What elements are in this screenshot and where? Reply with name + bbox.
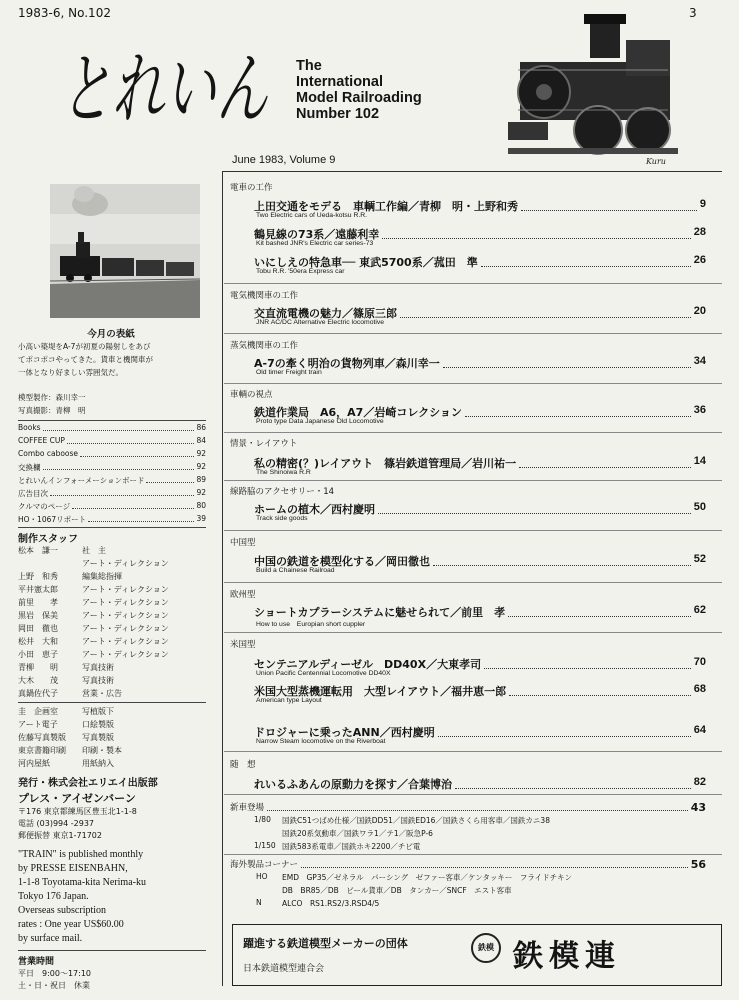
section-heading: 電車の工作	[230, 183, 273, 193]
overseas-product-line: EMD GP35／ゼネラル パーシング ゼファー客車／ケンタッキー フライドチキン	[282, 873, 573, 882]
article-title: 上田交通をモデる 車輌工作編／青柳 明・上野和秀 9	[254, 198, 706, 213]
colophon-line: rates : One year US$60.00	[18, 919, 124, 930]
article-subtitle: Kit bashed JNR's Electric car series-73	[256, 240, 374, 247]
article-subtitle: Proto type Data Japanese Old Locomotive	[256, 418, 384, 425]
postal-transfer-line: 郵便振替 東京1-71702	[18, 831, 102, 840]
hours-title: 営業時間	[18, 957, 55, 967]
article-subtitle: Build a Chainese Railroad	[256, 567, 335, 574]
cover-photo	[50, 184, 200, 318]
article-title: 米国大型蒸機運転用 大型レイアウト／福井恵一郎 68	[254, 683, 706, 698]
article-title: ホームの植木／西村慶明 50	[254, 501, 706, 516]
index-row: とれいんインフォーメーションボード 89	[18, 475, 206, 485]
article-title: 交直流電機の魅力／篠原三郎 20	[254, 305, 706, 320]
masthead	[296, 58, 422, 122]
section-heading: 中国型	[230, 538, 256, 548]
engraving-signature: Kuru	[646, 157, 666, 166]
staff-row: 前里 孝 アート・ディレクション	[18, 598, 169, 607]
masthead-line: Model Railroading	[296, 90, 422, 106]
colophon-line: Overseas subscription	[18, 905, 107, 916]
publisher-line: 発行・株式会社エリエイ出版部	[18, 778, 158, 789]
staff-row: アート・ディレクション	[82, 559, 169, 568]
article-subtitle: Union Pacific Centennial Locomotive DD40X	[256, 670, 391, 677]
section-rule	[224, 333, 722, 334]
section-heading: 米国型	[230, 640, 256, 650]
staff-row: 小田 恵子 アート・ディレクション	[18, 650, 169, 659]
index-row: Combo caboose 92	[18, 449, 206, 458]
masthead-line: Number 102	[296, 106, 380, 122]
printer-row: アート電子 口絵製版	[18, 720, 114, 729]
publisher-name: プレス・アイゼンバーン	[18, 792, 136, 805]
masthead-line: The	[296, 58, 322, 74]
section-heading: 蒸気機関車の工作	[230, 341, 299, 351]
index-row: HO・1067リポート 39	[18, 514, 206, 524]
section-heading: 車輌の視点	[230, 390, 273, 400]
cover-description	[18, 340, 210, 379]
scale-label: 1/150	[254, 841, 276, 850]
emblem-icon: 鉄模	[471, 933, 501, 963]
colophon-line: by PRESSE EISENBAHN,	[18, 863, 128, 874]
cover-desc-line: 小高い築堤をA-7が初夏の陽射しをあび	[18, 342, 151, 351]
staff-row: 大木 茂 写真技術	[18, 676, 114, 685]
article-title: 鉄道作業局 A6，A7／岩崎コレクション 36	[254, 404, 706, 419]
article-title: 中国の鉄道を模型化する／岡田徹也 52	[254, 553, 706, 568]
article-title: A-7の牽く明治の貨物列車／森川幸一 34	[254, 355, 706, 370]
index-row: Books 86	[18, 423, 206, 432]
staff-row: 松井 大和 アート・ディレクション	[18, 637, 169, 646]
model-credit: 模型製作：森川幸一	[18, 393, 86, 402]
article-subtitle: The Shinoiwa R.R	[256, 469, 311, 476]
new-product-line: 国鉄C51つばめ仕様／国鉄DD51／国鉄ED16／国鉄さくら用客車／国鉄カニ38	[282, 816, 550, 825]
section-rule	[224, 632, 722, 633]
new-product-line: 国鉄583系電車／国鉄ホキ2200／チビ電	[282, 842, 421, 851]
printer-row: 河内屋紙 用紙納入	[18, 759, 114, 768]
index-row: クルマのページ 80	[18, 501, 206, 511]
article-subtitle: How to use Europian short cuppler	[256, 621, 366, 628]
index-row: 交換欄 92	[18, 462, 206, 472]
ad-slogan: 躍進する鉄道模型メーカーの団体	[243, 937, 408, 950]
section-heading: 電気機関車の工作	[230, 291, 299, 301]
scale-label: HO	[256, 872, 268, 881]
divider	[18, 420, 206, 421]
staff-row: 松本 謙一 社 主	[18, 546, 106, 555]
article-subtitle: JNR AC/DC Alternative Electric locomotive	[256, 319, 385, 326]
article-subtitle: Tobu R.R. '50era Express car	[256, 268, 345, 275]
printer-row: 東京書籍印刷 印刷・製本	[18, 746, 122, 755]
logo-text: とれいん	[60, 45, 268, 130]
divider	[18, 527, 206, 528]
section-rule	[224, 854, 722, 855]
divider	[18, 702, 206, 703]
scale-label: N	[256, 898, 262, 907]
locomotive-engraving	[508, 10, 678, 168]
page-number: 3	[689, 6, 697, 20]
printer-row: 佐藤写真製版 写真製版	[18, 733, 114, 742]
article-title: 私の精密(？)レイアウト 篠岩鉄道管理局／岩川祐一 14	[254, 455, 706, 470]
english-colophon	[18, 848, 146, 946]
cover-desc-line: 一体となり好ましい雰囲気だ。	[18, 368, 123, 377]
section-rule	[224, 582, 722, 583]
issue-number: 1983-6, No.102	[18, 6, 111, 20]
publisher-address	[18, 806, 137, 842]
article-subtitle: American type Layout	[256, 697, 322, 704]
staff-row: 岡田 徹也 アート・ディレクション	[18, 624, 169, 633]
section-rule	[224, 283, 722, 284]
staff-title: 制作スタッフ	[18, 534, 78, 545]
top-rule	[222, 171, 722, 172]
phone-line: 電話 (03)994 -2937	[18, 819, 95, 828]
article-title: れいるふあんの原動力を探す／合葉博治 82	[254, 776, 706, 791]
new-product-line: 国鉄20系気動車／国鉄ワラ1／テ1／阪急P-6	[282, 829, 433, 838]
section-rule	[224, 751, 722, 752]
section-rule	[224, 480, 722, 481]
staff-row: 黒岩 保美 アート・ディレクション	[18, 611, 169, 620]
hours	[18, 968, 91, 992]
section-heading: 情景・レイアウト	[230, 439, 298, 449]
section-heading: 欧州型	[230, 590, 256, 600]
printer-row: 圭 企画室 写植版下	[18, 707, 114, 716]
staff-row: 真鍋佐代子 営業・広告	[18, 689, 122, 698]
scale-label: 1/80	[254, 815, 271, 824]
section-rule	[224, 432, 722, 433]
article-subtitle: Two Electric cars of Ueda-kotsu R.R.	[256, 212, 368, 219]
overseas-product-line: DB BR85／DB ビール貨車／DB タンカー／SNCF エスト客車	[282, 886, 512, 895]
colophon-line: by surface mail.	[18, 933, 83, 944]
article-subtitle: Old timer Freight train	[256, 369, 322, 376]
article-title: いにしえの特急車── 東武5700系／菰田 準 26	[254, 254, 706, 269]
hours-line: 土・日・祝日 休業	[18, 981, 90, 990]
new-products-heading: 新車登場 43	[230, 801, 706, 814]
section-heading: 随 想	[230, 760, 256, 770]
staff-row: 青柳 明 写真技術	[18, 663, 114, 672]
section-rule	[224, 383, 722, 384]
article-title: 鶴見線の73系／遠藤利幸 28	[254, 226, 706, 241]
ad-logo-text: 鉄模連	[513, 939, 621, 974]
ad-organization: 日本鉄道模型連合会	[243, 964, 325, 974]
hours-line: 平日 9:00〜17:10	[18, 969, 92, 978]
column-divider	[222, 171, 223, 986]
photo-credit: 写真撮影：青柳 明	[18, 406, 86, 415]
cover-desc-line: てポコポコやってきた。貨車と機関車が	[18, 355, 153, 364]
train-logo	[60, 44, 270, 130]
address-line: 〒176 東京都練馬区豊玉北1-1-8	[18, 807, 137, 816]
article-title: ドロジャーに乗ったANN／西村慶明 64	[254, 724, 706, 739]
staff-row: 平井憲太郎 アート・ディレクション	[18, 585, 169, 594]
index-row: 広告目次 92	[18, 488, 206, 498]
colophon-line: "TRAIN" is published monthly	[18, 849, 144, 860]
article-title: ショートカプラーシステムに魅せられて／前里 孝 62	[254, 604, 706, 619]
overseas-product-line: ALCO RS1.RS2/3.RSD4/5	[282, 899, 380, 908]
section-heading: 線路脇のアクセサリー・14	[230, 487, 335, 497]
overseas-heading: 海外製品コーナー 56	[230, 858, 706, 871]
staff-row: 上野 和秀 編集総指揮	[18, 572, 122, 581]
colophon-line: Tokyo 176 Japan.	[18, 891, 89, 902]
issue-date: June 1983, Volume 9	[232, 154, 336, 166]
article-title: センテニアルディーゼル DD40X／大東孝司 70	[254, 656, 706, 671]
cover-caption: 今月の表紙	[87, 329, 135, 340]
section-rule	[224, 530, 722, 531]
divider	[18, 950, 206, 951]
section-rule	[224, 794, 722, 795]
article-subtitle: Narrow Steam locomotive on the Riverboat	[256, 738, 386, 745]
article-subtitle: Track side goods	[256, 515, 308, 522]
colophon-line: 1-1-8 Toyotama-kita Nerima-ku	[18, 877, 146, 888]
index-row: COFFEE CUP 84	[18, 436, 206, 445]
masthead-line: International	[296, 74, 384, 90]
association-ad	[232, 924, 722, 986]
